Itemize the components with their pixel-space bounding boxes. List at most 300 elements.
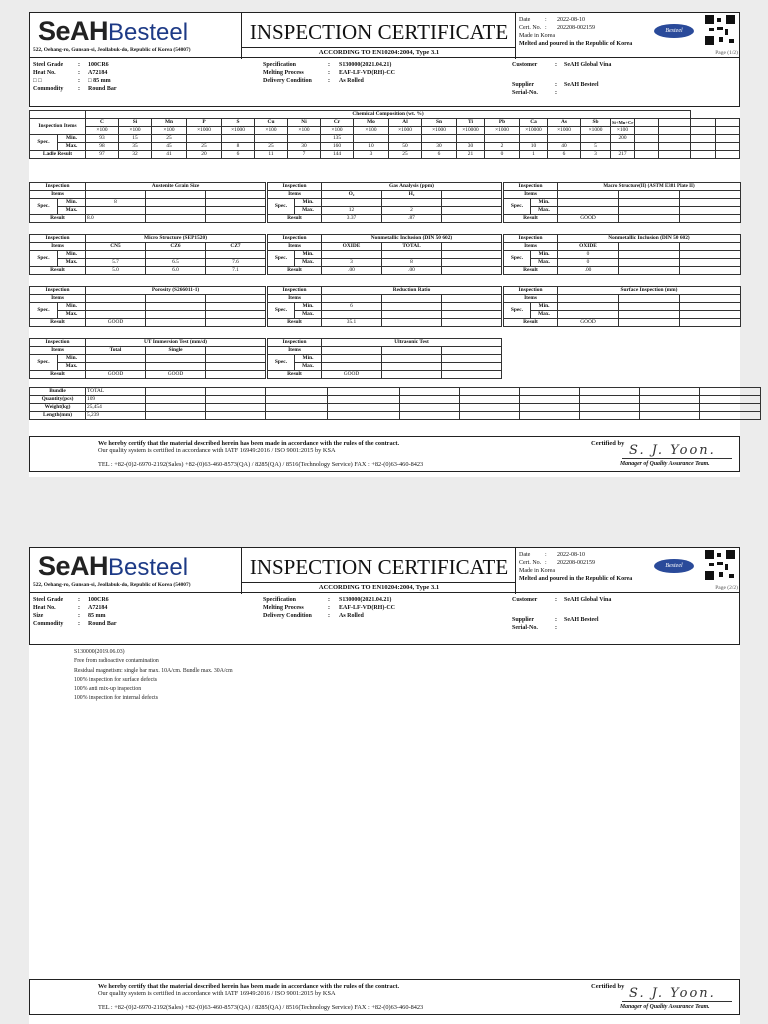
table-cell xyxy=(146,191,206,199)
table-cell: 0 xyxy=(558,259,619,267)
table-cell xyxy=(266,412,328,420)
table-cell xyxy=(382,295,442,303)
company-address: 522, Oehang-ro, Gunsan-si, Jeollabuk-do, Republic of Korea (54007) xyxy=(33,582,191,588)
table-cell: 3 xyxy=(581,151,611,159)
el-mo: Mo xyxy=(354,119,389,127)
meta-box xyxy=(516,13,741,59)
table-cell: GOOD xyxy=(558,319,619,327)
table-cell xyxy=(266,396,328,404)
table-cell: Min. xyxy=(295,303,322,311)
reduction-ratio-table xyxy=(267,286,502,327)
table-cell xyxy=(322,295,382,303)
table-cell: 1 xyxy=(520,151,548,159)
table-cell: 2 xyxy=(485,143,520,151)
table-cell xyxy=(659,127,691,135)
table-cell xyxy=(146,251,206,259)
table-cell xyxy=(619,267,680,275)
signature: S. J. Yoon. xyxy=(629,986,716,1001)
table-cell xyxy=(146,388,206,396)
table-cell xyxy=(86,295,146,303)
table-cell: TOTAL xyxy=(86,388,146,396)
table-cell: 6.5 xyxy=(146,259,206,267)
table-cell xyxy=(659,151,691,159)
table-cell xyxy=(715,135,739,143)
table-cell: Inspection xyxy=(268,235,322,243)
table-cell: 5.7 xyxy=(86,259,146,267)
table-cell: Weight(kg) xyxy=(30,404,86,412)
table-cell xyxy=(619,295,680,303)
table-cell: Austenite Grain Size xyxy=(86,183,266,191)
table-cell xyxy=(400,388,460,396)
besteel-badge: Besteel xyxy=(654,24,694,38)
chemical-composition-table xyxy=(29,110,740,159)
table-cell xyxy=(266,388,328,396)
table-cell xyxy=(659,119,691,127)
table-cell: CZ6 xyxy=(146,243,206,251)
table-cell: ×1000 xyxy=(389,127,422,135)
table-cell xyxy=(442,347,502,355)
macro-structure-table xyxy=(503,182,741,223)
table-cell xyxy=(206,191,266,199)
table-cell xyxy=(691,135,715,143)
table-cell: Bundle xyxy=(30,388,86,396)
table-cell: Items xyxy=(30,243,86,251)
table-cell xyxy=(322,347,382,355)
table-cell: GOOD xyxy=(86,371,146,379)
table-cell: 6 xyxy=(548,151,581,159)
table-cell: Gas Analysis (ppm) xyxy=(322,183,502,191)
table-cell xyxy=(558,191,619,199)
table-cell: Max. xyxy=(531,259,558,267)
melting-process: Melting Process : EAF-LF-VD(RH)-CC xyxy=(263,605,395,611)
table-cell: Inspection xyxy=(504,183,558,191)
table-cell xyxy=(382,251,442,259)
table-cell xyxy=(442,311,502,319)
qr-code-icon xyxy=(705,550,735,580)
table-cell xyxy=(635,119,659,127)
table-cell: .00 xyxy=(322,267,382,275)
table-cell: 217 xyxy=(611,151,635,159)
table-cell xyxy=(206,355,266,363)
table-cell: Items xyxy=(268,191,322,199)
table-cell xyxy=(86,311,146,319)
table-cell: 200 xyxy=(611,135,635,143)
table-cell xyxy=(328,396,400,404)
steel-grade: Steel Grade : 100CR6 xyxy=(33,597,109,603)
table-cell: Inspection xyxy=(30,287,86,295)
table-cell: 30 xyxy=(422,143,457,151)
size: □ □ : □ 85 mm xyxy=(33,78,111,84)
table-cell xyxy=(146,311,206,319)
table-cell: 15 xyxy=(119,135,152,143)
table-cell xyxy=(680,191,741,199)
table-cell: Result xyxy=(30,267,86,275)
table-cell xyxy=(558,311,619,319)
meta-box xyxy=(516,548,741,594)
commodity: Commodity : Round Bar xyxy=(33,86,117,92)
table-cell: 25 xyxy=(389,151,422,159)
table-cell xyxy=(86,303,146,311)
table-cell: ×100 xyxy=(611,127,635,135)
info-block xyxy=(29,593,740,645)
table-cell: TOTAL xyxy=(382,243,442,251)
table-cell xyxy=(460,412,520,420)
table-cell xyxy=(187,135,222,143)
table-cell: Spec. xyxy=(504,251,531,267)
table-cell: Items xyxy=(268,243,322,251)
table-cell: Max. xyxy=(58,311,86,319)
table-cell: H₂ xyxy=(382,191,442,199)
cert-no-line: Cert. No. : 202208-002159 xyxy=(519,560,595,566)
table-cell xyxy=(86,251,146,259)
table-cell: Max. xyxy=(295,363,322,371)
table-cell xyxy=(206,311,266,319)
table-cell: 10 xyxy=(520,143,548,151)
table-cell: 30 xyxy=(457,143,485,151)
page-number: Page (1/2) xyxy=(715,50,738,56)
table-cell: Items xyxy=(504,295,558,303)
table-cell: 2 xyxy=(382,207,442,215)
table-cell xyxy=(86,207,146,215)
table-cell xyxy=(680,207,741,215)
table-cell: Spec. xyxy=(504,303,531,319)
gas-analysis-table xyxy=(267,182,502,223)
ultrasonic-test-table xyxy=(267,338,502,379)
table-cell xyxy=(680,311,741,319)
date-line: Date : 2022-08-10 xyxy=(519,17,585,23)
table-cell: 8.0 xyxy=(86,215,146,223)
table-cell: Result xyxy=(268,215,322,223)
table-cell xyxy=(382,355,442,363)
table-cell xyxy=(460,388,520,396)
date-line: Date : 2022-08-10 xyxy=(519,552,585,558)
table-cell xyxy=(328,404,400,412)
table-cell xyxy=(206,404,266,412)
table-cell xyxy=(400,412,460,420)
table-cell xyxy=(680,303,741,311)
table-cell xyxy=(700,396,761,404)
table-cell: 6 xyxy=(222,151,255,159)
table-cell: Inspection xyxy=(504,235,558,243)
table-cell: Ladle Result xyxy=(30,151,86,159)
table-cell xyxy=(206,207,266,215)
table-cell xyxy=(328,412,400,420)
table-cell xyxy=(640,388,700,396)
nonmetallic-inclusion-table-2 xyxy=(503,234,741,275)
el-c: C xyxy=(86,119,119,127)
table-cell xyxy=(619,215,680,223)
table-cell: Spec. xyxy=(268,303,295,319)
table-cell: Inspection xyxy=(30,235,86,243)
certification-footer xyxy=(29,436,740,472)
table-cell xyxy=(680,259,741,267)
table-cell: Spec. xyxy=(30,251,58,267)
table-cell xyxy=(146,355,206,363)
table-cell: Inspection xyxy=(30,339,86,347)
table-cell xyxy=(382,363,442,371)
table-cell: Ultrasonic Test xyxy=(322,339,502,347)
remark-line: 100% inspection for internal defects xyxy=(74,695,159,702)
table-cell: CN5 xyxy=(86,243,146,251)
grain-size-table xyxy=(29,182,266,223)
table-cell xyxy=(680,199,741,207)
serial-no: Serial-No. : xyxy=(512,90,557,96)
page-number: Page (2/2) xyxy=(715,585,738,591)
table-cell: UT Immersion Test (mm/d) xyxy=(86,339,266,347)
table-cell xyxy=(206,319,266,327)
header xyxy=(29,12,740,58)
table-cell xyxy=(640,412,700,420)
table-cell: 7.1 xyxy=(206,267,266,275)
logo-wordmark: SeAHBesteel xyxy=(38,551,189,581)
table-cell xyxy=(558,199,619,207)
table-cell: ×100 xyxy=(321,127,354,135)
table-cell: ×100 xyxy=(86,127,119,135)
table-cell: Macro Structure(II) (ASTM E381 Plate II) xyxy=(558,183,741,191)
table-cell xyxy=(442,363,502,371)
table-cell: Min. xyxy=(531,303,558,311)
table-cell: 10 xyxy=(354,143,389,151)
company-logo xyxy=(30,13,242,59)
table-cell xyxy=(619,251,680,259)
table-cell xyxy=(619,319,680,327)
table-cell xyxy=(206,388,266,396)
cert-no-line: Cert. No. : 202208-002159 xyxy=(519,25,595,31)
table-cell: Min. xyxy=(58,355,86,363)
table-cell: Quantity(pcs) xyxy=(30,396,86,404)
el-s: S xyxy=(222,119,255,127)
table-cell: ×1000 xyxy=(187,127,222,135)
commodity: Commodity : Round Bar xyxy=(33,621,117,627)
table-cell: ×100 xyxy=(152,127,187,135)
table-cell: Length(mm) xyxy=(30,412,86,420)
remark-line: 100% anti mix-up inspection xyxy=(74,686,142,693)
table-cell: Result xyxy=(30,215,86,223)
table-cell: Min. xyxy=(58,303,86,311)
table-cell xyxy=(619,303,680,311)
table-cell: 8 xyxy=(222,143,255,151)
table-cell: 5.0 xyxy=(86,267,146,275)
table-cell: ×1000 xyxy=(581,127,611,135)
table-cell: 3 xyxy=(322,259,382,267)
table-cell: Min. xyxy=(295,251,322,259)
table-cell: 97 xyxy=(86,151,119,159)
table-cell: Max. xyxy=(295,311,322,319)
table-cell: Spec. xyxy=(30,199,58,215)
table-cell: 30 xyxy=(288,143,321,151)
table-cell: 8 xyxy=(86,199,146,207)
table-cell: Result xyxy=(268,267,322,275)
table-cell: 0 xyxy=(485,151,520,159)
table-cell: 109 xyxy=(86,396,146,404)
table-cell: Min. xyxy=(531,251,558,259)
table-cell: .87 xyxy=(382,215,442,223)
table-cell xyxy=(460,396,520,404)
table-cell: Max. xyxy=(58,207,86,215)
chem-header: Chemical Composition (wt. %) xyxy=(86,111,691,119)
table-cell xyxy=(206,303,266,311)
table-cell xyxy=(520,412,580,420)
nonmetallic-inclusion-table-1 xyxy=(267,234,502,275)
table-cell xyxy=(691,143,715,151)
table-cell: 98 xyxy=(86,143,119,151)
serial-no: Serial-No. : xyxy=(512,625,557,631)
table-cell xyxy=(619,259,680,267)
table-cell xyxy=(442,191,502,199)
table-cell xyxy=(442,319,502,327)
table-cell: 8 xyxy=(382,259,442,267)
table-cell: Inspection xyxy=(268,339,322,347)
table-cell: GOOD xyxy=(322,371,382,379)
chem-blank xyxy=(30,111,86,119)
table-cell: Items xyxy=(268,347,322,355)
table-cell xyxy=(206,199,266,207)
certify-statement: We hereby certify that the material described herein has been made in accordance with the rules of the contract. xyxy=(98,440,400,447)
table-cell: Single xyxy=(146,347,206,355)
table-cell xyxy=(619,207,680,215)
table-cell: OXIDE xyxy=(558,243,619,251)
signature-line xyxy=(622,458,732,459)
delivery-condition: Delivery Condition : As Rolled xyxy=(263,78,364,84)
signature-line xyxy=(622,1001,732,1002)
certification-footer xyxy=(29,979,740,1015)
chem-ladle-row xyxy=(30,151,740,159)
porosity-table xyxy=(29,286,266,327)
el-mn: Mn xyxy=(152,119,187,127)
table-cell xyxy=(659,143,691,151)
table-cell: Inspection xyxy=(504,287,558,295)
table-cell: OXIDE xyxy=(322,243,382,251)
table-cell: 12 xyxy=(322,207,382,215)
table-cell xyxy=(548,135,581,143)
table-cell: 21 xyxy=(457,151,485,159)
quality-system-statement: Our quality system is certified in accordance with IATF 16949:2016 / ISO 9001:2015 by KSA xyxy=(98,447,336,454)
logo-wordmark: SeAHBesteel xyxy=(38,16,189,46)
table-cell: Max. xyxy=(295,259,322,267)
table-cell xyxy=(328,388,400,396)
size: Size : 85 mm xyxy=(33,613,106,619)
bundle-table xyxy=(29,387,761,420)
table-cell xyxy=(700,412,761,420)
table-cell: 6.0 xyxy=(146,267,206,275)
remark-line: S130000(2019.06.03) xyxy=(74,649,125,655)
heat-no: Heat No. : A72184 xyxy=(33,605,108,611)
el-al: Al xyxy=(389,119,422,127)
table-cell xyxy=(619,199,680,207)
table-cell: ×1000 xyxy=(422,127,457,135)
info-block xyxy=(29,58,740,107)
signature: S. J. Yoon. xyxy=(629,443,716,458)
chem-max-row xyxy=(30,143,740,151)
table-cell: Inspection xyxy=(30,183,86,191)
table-cell: Items xyxy=(268,295,322,303)
table-cell xyxy=(520,388,580,396)
el-cu: Cu xyxy=(255,119,288,127)
table-cell xyxy=(457,135,485,143)
table-cell xyxy=(581,135,611,143)
steel-grade: Steel Grade : 100CR6 xyxy=(33,62,109,68)
table-cell: Min. xyxy=(58,199,86,207)
table-cell: Max. xyxy=(58,363,86,371)
table-cell xyxy=(700,388,761,396)
table-cell xyxy=(422,135,457,143)
table-cell: 40 xyxy=(548,143,581,151)
table-cell xyxy=(322,311,382,319)
table-cell xyxy=(322,363,382,371)
company-address: 522, Oehang-ro, Gunsan-si, Jeollabuk-do, Republic of Korea (54007) xyxy=(33,47,191,53)
remarks xyxy=(74,648,233,704)
el-ca: Ca xyxy=(520,119,548,127)
table-cell: 93 xyxy=(86,135,119,143)
table-cell: Spec. xyxy=(30,355,58,371)
made-in: Made in Korea xyxy=(519,33,555,39)
el-p: P xyxy=(187,119,222,127)
table-cell xyxy=(206,396,266,404)
table-cell xyxy=(206,363,266,371)
table-cell xyxy=(580,388,640,396)
table-cell xyxy=(146,319,206,327)
table-cell: Inspection xyxy=(268,183,322,191)
table-cell xyxy=(691,151,715,159)
el-sn: Sn xyxy=(422,119,457,127)
table-cell xyxy=(715,119,739,127)
table-cell: ×1000 xyxy=(548,127,581,135)
table-cell xyxy=(442,215,502,223)
table-cell xyxy=(222,135,255,143)
table-cell: Items xyxy=(504,243,558,251)
el-pb: Pb xyxy=(485,119,520,127)
table-cell: 11 xyxy=(255,151,288,159)
table-cell xyxy=(680,319,741,327)
table-cell xyxy=(146,363,206,371)
table-cell: 0 xyxy=(558,251,619,259)
specification: Specification : S130000(2021.04.21) xyxy=(263,597,392,603)
surface-inspection-table xyxy=(503,286,741,327)
table-cell xyxy=(322,251,382,259)
table-cell: Min. xyxy=(531,199,558,207)
table-cell: Nonmetallic Inclusion (DIN 50 602) xyxy=(322,235,502,243)
table-cell xyxy=(288,135,321,143)
table-cell: 41 xyxy=(152,151,187,159)
table-cell xyxy=(680,243,741,251)
table-cell xyxy=(206,412,266,420)
certificate-page-2 xyxy=(29,547,740,1024)
table-cell xyxy=(400,396,460,404)
table-cell: Result xyxy=(504,319,558,327)
table-cell xyxy=(442,243,502,251)
table-cell: Items xyxy=(30,347,86,355)
customer: Customer : SeAH Global Vina xyxy=(512,597,612,603)
table-cell: ×100 xyxy=(119,127,152,135)
melted-poured: Melted and poured in the Republic of Korea xyxy=(519,41,633,47)
table-cell xyxy=(146,295,206,303)
table-cell: Nonmetallic Inclusion (DIN 50 602) xyxy=(558,235,741,243)
company-logo xyxy=(30,548,242,594)
manager-title: Manager of Quality Assurance Team. xyxy=(620,461,710,467)
made-in: Made in Korea xyxy=(519,568,555,574)
table-cell xyxy=(680,295,741,303)
el-ti: Ti xyxy=(457,119,485,127)
table-cell: Min. xyxy=(295,199,322,207)
table-cell xyxy=(400,404,460,412)
supplier: Supplier : SeAH Besteel xyxy=(512,82,599,88)
table-cell xyxy=(382,347,442,355)
certificate-page-1 xyxy=(29,12,740,477)
table-cell xyxy=(619,243,680,251)
customer: Customer : SeAH Global Vina xyxy=(512,62,612,68)
table-cell: 25,454 xyxy=(86,404,146,412)
according-standard: ACCORDING TO EN10204:2004, Type 3.1 xyxy=(242,582,516,593)
